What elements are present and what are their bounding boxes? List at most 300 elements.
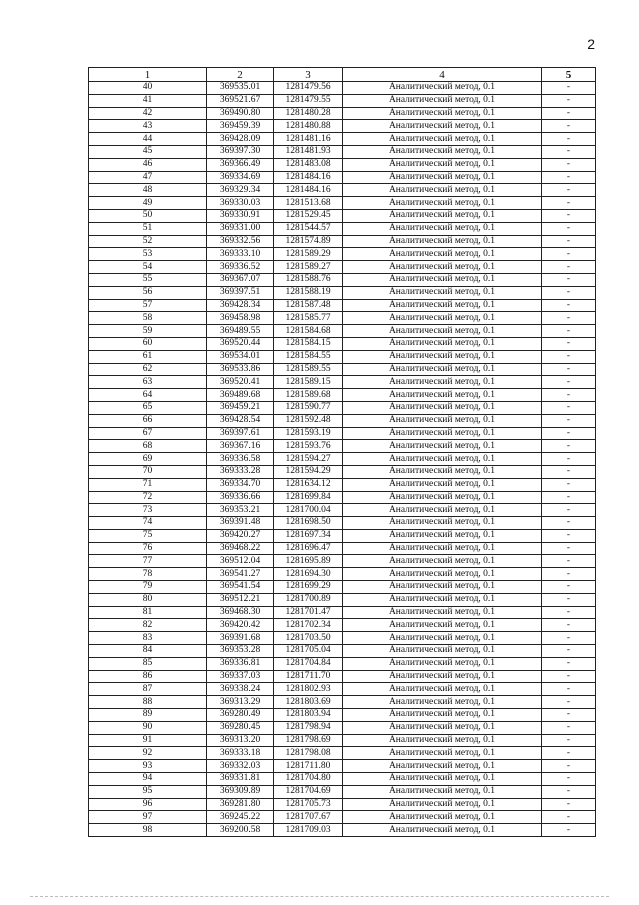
x-coordinate-cell: 369391.48	[207, 517, 274, 530]
y-coordinate-cell: 1281696.47	[274, 542, 343, 555]
y-coordinate-cell: 1281585.77	[274, 312, 343, 325]
x-coordinate-cell: 369428.09	[207, 133, 274, 146]
y-coordinate-cell: 1281695.89	[274, 555, 343, 568]
method-cell: Аналитический метод, 0.1	[343, 197, 542, 210]
x-coordinate-cell: 369541.27	[207, 568, 274, 581]
extra-cell: -	[542, 133, 596, 146]
extra-cell: -	[542, 248, 596, 261]
y-coordinate-cell: 1281481.93	[274, 145, 343, 158]
extra-cell: -	[542, 593, 596, 606]
method-cell: Аналитический метод, 0.1	[343, 133, 542, 146]
table-row	[89, 773, 596, 786]
method-cell: Аналитический метод, 0.1	[343, 811, 542, 824]
y-coordinate-cell: 1281589.55	[274, 363, 343, 376]
table-row	[89, 325, 596, 338]
method-cell: Аналитический метод, 0.1	[343, 619, 542, 632]
table-row	[89, 389, 596, 402]
y-coordinate-cell: 1281589.29	[274, 248, 343, 261]
y-coordinate-cell: 1281699.84	[274, 491, 343, 504]
method-cell: Аналитический метод, 0.1	[343, 171, 542, 184]
point-number-cell: 57	[89, 299, 207, 312]
extra-cell: -	[542, 811, 596, 824]
point-number-cell: 55	[89, 273, 207, 286]
y-coordinate-cell: 1281802.93	[274, 683, 343, 696]
table-row	[89, 606, 596, 619]
method-cell: Аналитический метод, 0.1	[343, 785, 542, 798]
x-coordinate-cell: 369280.45	[207, 721, 274, 734]
point-number-cell: 68	[89, 440, 207, 453]
y-coordinate-cell: 1281594.27	[274, 453, 343, 466]
y-coordinate-cell: 1281803.94	[274, 709, 343, 722]
point-number-cell: 86	[89, 670, 207, 683]
method-cell: Аналитический метод, 0.1	[343, 734, 542, 747]
method-cell: Аналитический метод, 0.1	[343, 248, 542, 261]
table-header	[89, 68, 596, 82]
y-coordinate-cell: 1281704.69	[274, 785, 343, 798]
x-coordinate-cell: 369490.80	[207, 107, 274, 120]
y-coordinate-cell: 1281711.70	[274, 670, 343, 683]
x-coordinate-cell: 369520.41	[207, 376, 274, 389]
point-number-cell: 96	[89, 798, 207, 811]
method-cell: Аналитический метод, 0.1	[343, 312, 542, 325]
method-cell: Аналитический метод, 0.1	[343, 440, 542, 453]
extra-cell: -	[542, 760, 596, 773]
table-row	[89, 184, 596, 197]
y-coordinate-cell: 1281698.50	[274, 517, 343, 530]
extra-cell: -	[542, 798, 596, 811]
y-coordinate-cell: 1281694.30	[274, 568, 343, 581]
method-cell: Аналитический метод, 0.1	[343, 555, 542, 568]
method-cell: Аналитический метод, 0.1	[343, 504, 542, 517]
coordinates-table	[88, 67, 596, 837]
extra-cell: -	[542, 453, 596, 466]
table-row	[89, 645, 596, 658]
table-row	[89, 581, 596, 594]
table-row	[89, 248, 596, 261]
table-row	[89, 747, 596, 760]
point-number-cell: 54	[89, 261, 207, 274]
method-cell: Аналитический метод, 0.1	[343, 657, 542, 670]
extra-cell: -	[542, 209, 596, 222]
point-number-cell: 63	[89, 376, 207, 389]
point-number-cell: 98	[89, 824, 207, 837]
x-coordinate-cell: 369336.66	[207, 491, 274, 504]
x-coordinate-cell: 369468.22	[207, 542, 274, 555]
x-coordinate-cell: 369428.54	[207, 414, 274, 427]
x-coordinate-cell: 369397.61	[207, 427, 274, 440]
table-row	[89, 734, 596, 747]
extra-cell: -	[542, 401, 596, 414]
footer-divider	[30, 896, 609, 897]
table-row	[89, 158, 596, 171]
x-coordinate-cell: 369336.81	[207, 657, 274, 670]
method-cell: Аналитический метод, 0.1	[343, 517, 542, 530]
column-header-1: 1	[89, 68, 207, 82]
y-coordinate-cell: 1281798.69	[274, 734, 343, 747]
x-coordinate-cell: 369468.30	[207, 606, 274, 619]
point-number-cell: 91	[89, 734, 207, 747]
x-coordinate-cell: 369334.69	[207, 171, 274, 184]
table-row	[89, 312, 596, 325]
extra-cell: -	[542, 325, 596, 338]
method-cell: Аналитический метод, 0.1	[343, 542, 542, 555]
x-coordinate-cell: 369333.10	[207, 248, 274, 261]
table-row	[89, 337, 596, 350]
method-cell: Аналитический метод, 0.1	[343, 299, 542, 312]
table-row	[89, 504, 596, 517]
extra-cell: -	[542, 491, 596, 504]
point-number-cell: 85	[89, 657, 207, 670]
point-number-cell: 89	[89, 709, 207, 722]
table-row	[89, 235, 596, 248]
point-number-cell: 56	[89, 286, 207, 299]
x-coordinate-cell: 369489.55	[207, 325, 274, 338]
table-row	[89, 670, 596, 683]
y-coordinate-cell: 1281593.76	[274, 440, 343, 453]
method-cell: Аналитический метод, 0.1	[343, 184, 542, 197]
extra-cell: -	[542, 606, 596, 619]
extra-cell: -	[542, 747, 596, 760]
y-coordinate-cell: 1281699.29	[274, 581, 343, 594]
extra-cell: -	[542, 619, 596, 632]
table-row	[89, 171, 596, 184]
table-row	[89, 261, 596, 274]
y-coordinate-cell: 1281704.84	[274, 657, 343, 670]
method-cell: Аналитический метод, 0.1	[343, 747, 542, 760]
method-cell: Аналитический метод, 0.1	[343, 376, 542, 389]
y-coordinate-cell: 1281484.16	[274, 171, 343, 184]
method-cell: Аналитический метод, 0.1	[343, 581, 542, 594]
point-number-cell: 94	[89, 773, 207, 786]
method-cell: Аналитический метод, 0.1	[343, 696, 542, 709]
point-number-cell: 88	[89, 696, 207, 709]
point-number-cell: 40	[89, 82, 207, 95]
x-coordinate-cell: 369366.49	[207, 158, 274, 171]
y-coordinate-cell: 1281700.89	[274, 593, 343, 606]
y-coordinate-cell: 1281703.50	[274, 632, 343, 645]
table-row	[89, 657, 596, 670]
table-row	[89, 145, 596, 158]
point-number-cell: 41	[89, 94, 207, 107]
point-number-cell: 70	[89, 465, 207, 478]
x-coordinate-cell: 369353.21	[207, 504, 274, 517]
point-number-cell: 65	[89, 401, 207, 414]
table-row	[89, 376, 596, 389]
extra-cell: -	[542, 389, 596, 402]
table-row	[89, 491, 596, 504]
table-row	[89, 593, 596, 606]
method-cell: Аналитический метод, 0.1	[343, 427, 542, 440]
point-number-cell: 48	[89, 184, 207, 197]
x-coordinate-cell: 369200.58	[207, 824, 274, 837]
point-number-cell: 62	[89, 363, 207, 376]
table-row	[89, 120, 596, 133]
method-cell: Аналитический метод, 0.1	[343, 235, 542, 248]
x-coordinate-cell: 369459.21	[207, 401, 274, 414]
table-row	[89, 785, 596, 798]
x-coordinate-cell: 369332.03	[207, 760, 274, 773]
extra-cell: -	[542, 94, 596, 107]
x-coordinate-cell: 369397.51	[207, 286, 274, 299]
extra-cell: -	[542, 657, 596, 670]
table-row	[89, 107, 596, 120]
method-cell: Аналитический метод, 0.1	[343, 491, 542, 504]
y-coordinate-cell: 1281513.68	[274, 197, 343, 210]
table-row	[89, 197, 596, 210]
y-coordinate-cell: 1281544.57	[274, 222, 343, 235]
table-row	[89, 709, 596, 722]
point-number-cell: 75	[89, 529, 207, 542]
extra-cell: -	[542, 683, 596, 696]
method-cell: Аналитический метод, 0.1	[343, 120, 542, 133]
extra-cell: -	[542, 581, 596, 594]
method-cell: Аналитический метод, 0.1	[343, 798, 542, 811]
method-cell: Аналитический метод, 0.1	[343, 465, 542, 478]
x-coordinate-cell: 369309.89	[207, 785, 274, 798]
point-number-cell: 93	[89, 760, 207, 773]
point-number-cell: 71	[89, 478, 207, 491]
point-number-cell: 59	[89, 325, 207, 338]
extra-cell: -	[542, 645, 596, 658]
extra-cell: -	[542, 824, 596, 837]
method-cell: Аналитический метод, 0.1	[343, 82, 542, 95]
x-coordinate-cell: 369489.68	[207, 389, 274, 402]
y-coordinate-cell: 1281705.73	[274, 798, 343, 811]
extra-cell: -	[542, 709, 596, 722]
point-number-cell: 72	[89, 491, 207, 504]
table-row	[89, 811, 596, 824]
table-row	[89, 824, 596, 837]
extra-cell: -	[542, 478, 596, 491]
extra-cell: -	[542, 337, 596, 350]
y-coordinate-cell: 1281590.77	[274, 401, 343, 414]
page-number: 2	[587, 36, 595, 52]
table-row	[89, 299, 596, 312]
extra-cell: -	[542, 414, 596, 427]
x-coordinate-cell: 369521.67	[207, 94, 274, 107]
x-coordinate-cell: 369367.07	[207, 273, 274, 286]
extra-cell: -	[542, 107, 596, 120]
method-cell: Аналитический метод, 0.1	[343, 209, 542, 222]
point-number-cell: 61	[89, 350, 207, 363]
y-coordinate-cell: 1281588.76	[274, 273, 343, 286]
table-row	[89, 568, 596, 581]
y-coordinate-cell: 1281702.34	[274, 619, 343, 632]
extra-cell: -	[542, 517, 596, 530]
y-coordinate-cell: 1281584.15	[274, 337, 343, 350]
table-row	[89, 619, 596, 632]
x-coordinate-cell: 369333.28	[207, 465, 274, 478]
x-coordinate-cell: 369541.54	[207, 581, 274, 594]
table-row	[89, 286, 596, 299]
point-number-cell: 77	[89, 555, 207, 568]
extra-cell: -	[542, 529, 596, 542]
y-coordinate-cell: 1281709.03	[274, 824, 343, 837]
extra-cell: -	[542, 235, 596, 248]
table-row	[89, 555, 596, 568]
point-number-cell: 46	[89, 158, 207, 171]
x-coordinate-cell: 369512.04	[207, 555, 274, 568]
method-cell: Аналитический метод, 0.1	[343, 325, 542, 338]
x-coordinate-cell: 369332.56	[207, 235, 274, 248]
x-coordinate-cell: 369313.29	[207, 696, 274, 709]
extra-cell: -	[542, 465, 596, 478]
table-row	[89, 363, 596, 376]
table-row	[89, 478, 596, 491]
point-number-cell: 76	[89, 542, 207, 555]
method-cell: Аналитический метод, 0.1	[343, 350, 542, 363]
extra-cell: -	[542, 350, 596, 363]
x-coordinate-cell: 369420.42	[207, 619, 274, 632]
y-coordinate-cell: 1281588.19	[274, 286, 343, 299]
table-row	[89, 401, 596, 414]
point-number-cell: 64	[89, 389, 207, 402]
table-row	[89, 414, 596, 427]
y-coordinate-cell: 1281484.16	[274, 184, 343, 197]
table-row	[89, 222, 596, 235]
x-coordinate-cell: 369331.81	[207, 773, 274, 786]
method-cell: Аналитический метод, 0.1	[343, 721, 542, 734]
point-number-cell: 47	[89, 171, 207, 184]
extra-cell: -	[542, 696, 596, 709]
extra-cell: -	[542, 785, 596, 798]
x-coordinate-cell: 369533.86	[207, 363, 274, 376]
table-row	[89, 760, 596, 773]
extra-cell: -	[542, 721, 596, 734]
point-number-cell: 82	[89, 619, 207, 632]
x-coordinate-cell: 369330.03	[207, 197, 274, 210]
extra-cell: -	[542, 542, 596, 555]
method-cell: Аналитический метод, 0.1	[343, 606, 542, 619]
column-header-2: 2	[207, 68, 274, 82]
point-number-cell: 58	[89, 312, 207, 325]
method-cell: Аналитический метод, 0.1	[343, 478, 542, 491]
x-coordinate-cell: 369367.16	[207, 440, 274, 453]
x-coordinate-cell: 369534.01	[207, 350, 274, 363]
y-coordinate-cell: 1281700.04	[274, 504, 343, 517]
point-number-cell: 69	[89, 453, 207, 466]
method-cell: Аналитический метод, 0.1	[343, 773, 542, 786]
point-number-cell: 49	[89, 197, 207, 210]
extra-cell: -	[542, 670, 596, 683]
table-row	[89, 721, 596, 734]
point-number-cell: 95	[89, 785, 207, 798]
y-coordinate-cell: 1281592.48	[274, 414, 343, 427]
point-number-cell: 92	[89, 747, 207, 760]
point-number-cell: 78	[89, 568, 207, 581]
x-coordinate-cell: 369338.24	[207, 683, 274, 696]
extra-cell: -	[542, 273, 596, 286]
x-coordinate-cell: 369329.34	[207, 184, 274, 197]
x-coordinate-cell: 369512.21	[207, 593, 274, 606]
extra-cell: -	[542, 120, 596, 133]
method-cell: Аналитический метод, 0.1	[343, 286, 542, 299]
extra-cell: -	[542, 427, 596, 440]
column-header-5: 5	[542, 68, 596, 82]
y-coordinate-cell: 1281584.68	[274, 325, 343, 338]
x-coordinate-cell: 369330.91	[207, 209, 274, 222]
extra-cell: -	[542, 440, 596, 453]
x-coordinate-cell: 369428.34	[207, 299, 274, 312]
point-number-cell: 44	[89, 133, 207, 146]
method-cell: Аналитический метод, 0.1	[343, 453, 542, 466]
extra-cell: -	[542, 171, 596, 184]
point-number-cell: 42	[89, 107, 207, 120]
method-cell: Аналитический метод, 0.1	[343, 414, 542, 427]
y-coordinate-cell: 1281483.08	[274, 158, 343, 171]
method-cell: Аналитический метод, 0.1	[343, 363, 542, 376]
x-coordinate-cell: 369281.80	[207, 798, 274, 811]
y-coordinate-cell: 1281589.27	[274, 261, 343, 274]
method-cell: Аналитический метод, 0.1	[343, 401, 542, 414]
extra-cell: -	[542, 145, 596, 158]
method-cell: Аналитический метод, 0.1	[343, 222, 542, 235]
method-cell: Аналитический метод, 0.1	[343, 261, 542, 274]
method-cell: Аналитический метод, 0.1	[343, 760, 542, 773]
y-coordinate-cell: 1281711.80	[274, 760, 343, 773]
y-coordinate-cell: 1281479.55	[274, 94, 343, 107]
method-cell: Аналитический метод, 0.1	[343, 273, 542, 286]
y-coordinate-cell: 1281529.45	[274, 209, 343, 222]
y-coordinate-cell: 1281705.04	[274, 645, 343, 658]
x-coordinate-cell: 369391.68	[207, 632, 274, 645]
extra-cell: -	[542, 504, 596, 517]
point-number-cell: 80	[89, 593, 207, 606]
extra-cell: -	[542, 299, 596, 312]
x-coordinate-cell: 369397.30	[207, 145, 274, 158]
method-cell: Аналитический метод, 0.1	[343, 632, 542, 645]
extra-cell: -	[542, 197, 596, 210]
method-cell: Аналитический метод, 0.1	[343, 645, 542, 658]
extra-cell: -	[542, 158, 596, 171]
method-cell: Аналитический метод, 0.1	[343, 824, 542, 837]
extra-cell: -	[542, 222, 596, 235]
point-number-cell: 83	[89, 632, 207, 645]
x-coordinate-cell: 369334.70	[207, 478, 274, 491]
x-coordinate-cell: 369458.98	[207, 312, 274, 325]
y-coordinate-cell: 1281589.68	[274, 389, 343, 402]
point-number-cell: 43	[89, 120, 207, 133]
column-header-4: 4	[343, 68, 542, 82]
x-coordinate-cell: 369280.49	[207, 709, 274, 722]
table-row	[89, 798, 596, 811]
x-coordinate-cell: 369337.03	[207, 670, 274, 683]
method-cell: Аналитический метод, 0.1	[343, 593, 542, 606]
table-row	[89, 427, 596, 440]
y-coordinate-cell: 1281480.28	[274, 107, 343, 120]
point-number-cell: 66	[89, 414, 207, 427]
extra-cell: -	[542, 82, 596, 95]
extra-cell: -	[542, 632, 596, 645]
y-coordinate-cell: 1281481.16	[274, 133, 343, 146]
extra-cell: -	[542, 376, 596, 389]
extra-cell: -	[542, 286, 596, 299]
point-number-cell: 81	[89, 606, 207, 619]
point-number-cell: 87	[89, 683, 207, 696]
point-number-cell: 53	[89, 248, 207, 261]
x-coordinate-cell: 369245.22	[207, 811, 274, 824]
y-coordinate-cell: 1281704.80	[274, 773, 343, 786]
point-number-cell: 74	[89, 517, 207, 530]
x-coordinate-cell: 369336.58	[207, 453, 274, 466]
table-row	[89, 453, 596, 466]
extra-cell: -	[542, 184, 596, 197]
table-row	[89, 440, 596, 453]
y-coordinate-cell: 1281589.15	[274, 376, 343, 389]
method-cell: Аналитический метод, 0.1	[343, 683, 542, 696]
table-row	[89, 273, 596, 286]
extra-cell: -	[542, 773, 596, 786]
